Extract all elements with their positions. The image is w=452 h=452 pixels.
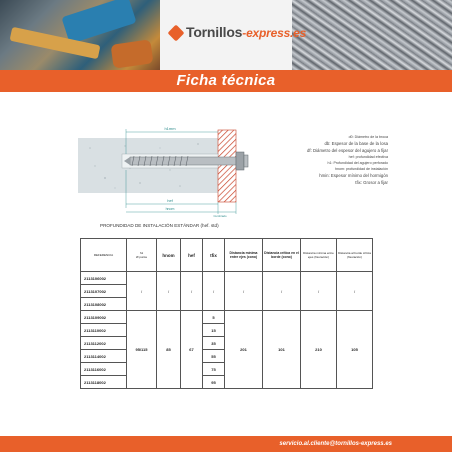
screws-photo — [292, 0, 452, 70]
legend-df: df: Diámetro del espesor del agujero a fijar — [307, 148, 388, 153]
tfix-value: 15 — [203, 324, 225, 337]
legend-db: db: Espesor de la base de la losa — [324, 141, 388, 146]
header-smin: Distancia mínima entre ejes (fisuración) — [301, 239, 337, 272]
legend-tfix: tfix: Grosor a fijar — [355, 180, 388, 185]
fixture-plate — [218, 130, 236, 202]
row-code: 2113106002 — [81, 272, 127, 285]
dash-cell: / — [225, 272, 263, 311]
legend-hef: hef: profundidad efectiva — [348, 155, 388, 159]
header-tfix: tfix — [203, 239, 225, 272]
hef-dimension-label: hef — [167, 198, 173, 203]
header-d0-symbol: h1 — [139, 251, 144, 255]
scr-value: 101 — [263, 311, 301, 389]
dash-cell: / — [157, 272, 181, 311]
legend-hmin: hmin: Espesor mínimo del hormigón — [319, 173, 388, 178]
header-ccr: Distancia mínima entre ejes (cono) — [225, 239, 263, 272]
dash-cell: / — [203, 272, 225, 311]
header-cmin: Distancia al borde crítica (fisuración) — [337, 239, 373, 272]
d0-value: 95/115 — [127, 311, 157, 389]
technical-table — [80, 238, 373, 389]
hef-value: 67 — [181, 311, 203, 389]
table-row — [81, 272, 373, 285]
smin-value: 210 — [301, 311, 337, 389]
tfix-value: 5 — [203, 311, 225, 324]
hnom-dimension-label: hnom — [165, 207, 175, 211]
table-header-row — [81, 239, 373, 272]
screw-anchor — [130, 157, 236, 165]
drill-icon — [111, 39, 154, 68]
legend-hnom: hnom: profundidad de instalación — [335, 167, 388, 171]
h1-dimension-label: h1mm — [164, 126, 176, 131]
legend-h1: h1: Profundidad del agujero perforado — [327, 161, 388, 165]
anchor-diagram — [70, 118, 270, 218]
logo-main-text: Tornillos — [186, 24, 243, 40]
row-code: 2113118002 — [81, 376, 127, 389]
page-title: Ficha técnica — [176, 72, 276, 89]
header-hnom: hnom — [157, 239, 181, 272]
hnom-value: 85 — [157, 311, 181, 389]
header-ref: REFERENCIA — [81, 239, 127, 272]
installation-caption: PROFUNDIDAD DE INSTALACIÓN ESTÁNDAR (hef. std) — [100, 223, 219, 228]
logo-accent-text: -express.es — [242, 26, 307, 40]
row-code: 2113109002 — [81, 311, 127, 324]
row-code: 2113114002 — [81, 350, 127, 363]
cmin-value: 105 — [337, 311, 373, 389]
screwdriver-icon — [61, 0, 136, 44]
tfix-value: 75 — [203, 363, 225, 376]
dash-cell: / — [127, 272, 157, 311]
legend-d0: d0: Diámetro de la broca — [348, 135, 388, 139]
ccr-value: 201 — [225, 311, 263, 389]
table-row — [81, 311, 373, 324]
screw-head — [236, 152, 244, 170]
tfix-value: 55 — [203, 350, 225, 363]
footer-email-link[interactable]: servicio.al.cliente@tornillos-express.es — [279, 441, 392, 447]
dash-cell: / — [337, 272, 373, 311]
row-code: 2113112002 — [81, 337, 127, 350]
dash-cell: / — [181, 272, 203, 311]
tfix-value: 35 — [203, 337, 225, 350]
tools-photo — [0, 0, 160, 70]
header-scr: Distancia crítica en el borde (cono) — [263, 239, 301, 272]
row-code: 2113110002 — [81, 324, 127, 337]
header-d0-text: Ø punta — [136, 255, 147, 259]
dash-cell: / — [301, 272, 337, 311]
row-code: 2113107002 — [81, 285, 127, 298]
brand-logo[interactable] — [186, 24, 306, 40]
header-d0 — [127, 239, 157, 272]
row-code: 2113108002 — [81, 298, 127, 311]
header-hef: hef — [181, 239, 203, 272]
row-code: 2113116002 — [81, 363, 127, 376]
dash-cell: / — [263, 272, 301, 311]
bottom-dimension-label: Cumbrado — [213, 214, 227, 218]
tfix-value: 95 — [203, 376, 225, 389]
